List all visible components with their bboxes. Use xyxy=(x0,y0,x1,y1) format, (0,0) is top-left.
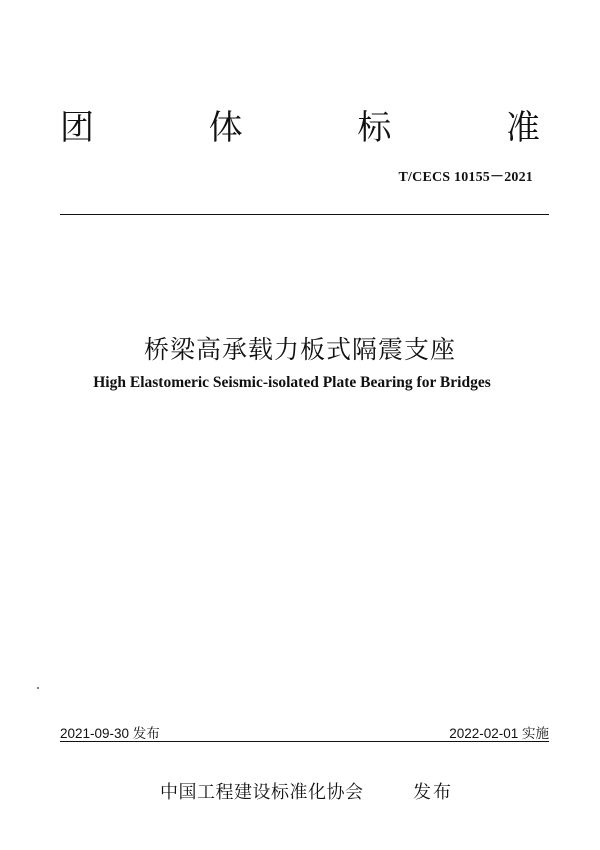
standard-type-char: 团 xyxy=(60,107,94,148)
title-chinese: 桥梁高承载力板式隔震支座 xyxy=(143,335,456,364)
footer-divider xyxy=(60,741,549,742)
scan-speck xyxy=(37,687,39,689)
standard-type-char: 体 xyxy=(208,107,243,148)
standard-number: T/CECS 10155－2021 xyxy=(398,170,533,185)
standard-type-char: 准 xyxy=(505,107,540,148)
standard-type-heading xyxy=(60,100,540,148)
standard-type-char: 标 xyxy=(357,107,392,148)
title-english: High Elastomeric Seismic-isolated Plate Bearing for Bridges xyxy=(93,374,491,391)
issue-date: 2021-09-30 发布 xyxy=(60,726,160,741)
implementation-date: 2022-02-01 实施 xyxy=(449,726,549,741)
publisher-name: 中国工程建设标准化协会 xyxy=(160,782,364,803)
header-divider xyxy=(60,214,549,215)
publish-label: 发布 xyxy=(413,782,453,803)
